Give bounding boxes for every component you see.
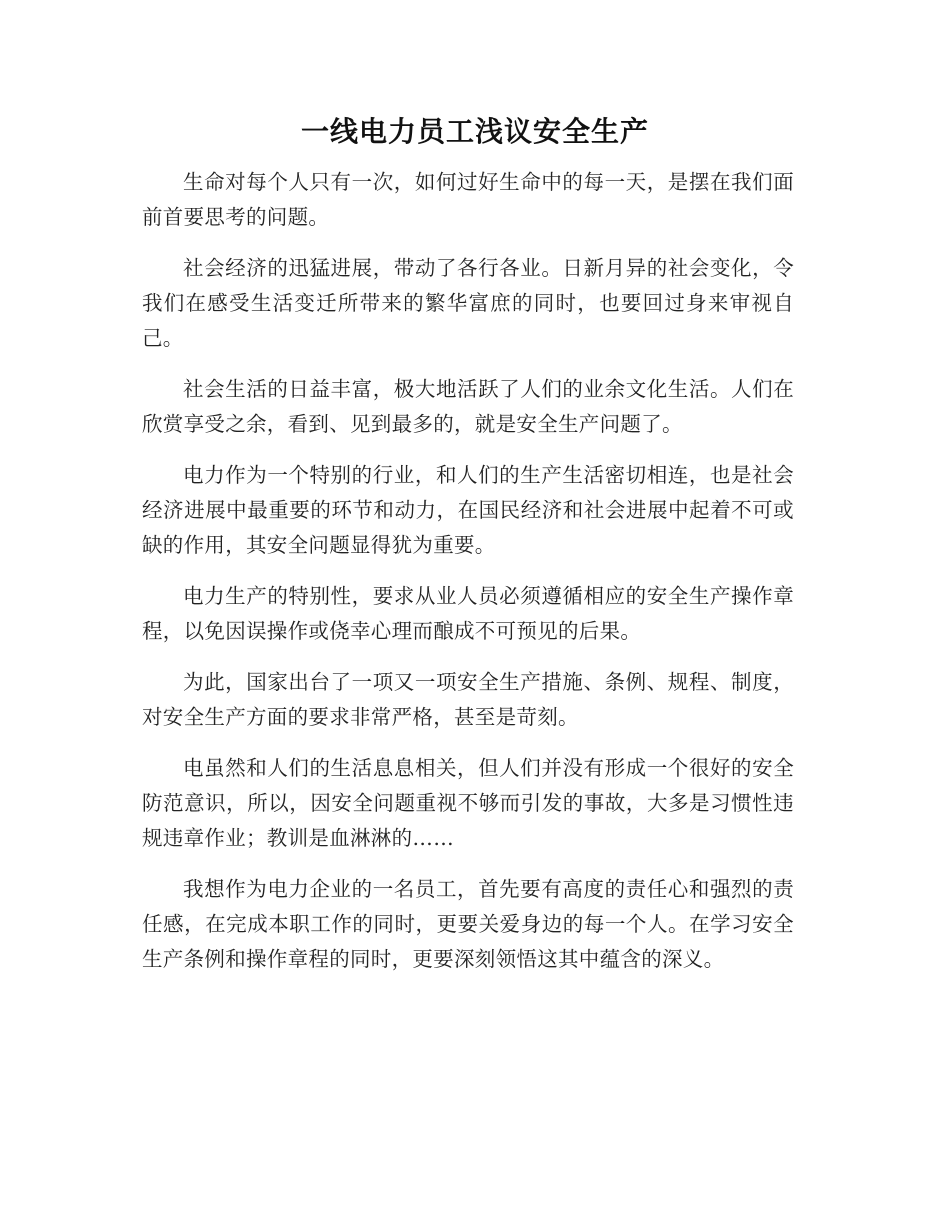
paragraph-3: 社会生活的日益丰富，极大地活跃了人们的业余文化生活。人们在欣赏享受之余，看到、见到最多的，就是安全生产问题了。 [142,377,794,436]
document-title: 一线电力员工浅议安全生产 [300,115,649,148]
paragraph-6: 为此，国家出台了一项又一项安全生产措施、条例、规程、制度，对安全生产方面的要求非常严格，甚至是苛刻。 [142,670,794,729]
paragraph-8: 我想作为电力企业的一名员工，首先要有高度的责任心和强烈的责任感，在完成本职工作的同时，更要关爱身边的每一个人。在学习安全生产条例和操作章程的同时，更要深刻领悟这其中蕴含的深义。 [142,877,794,971]
document-body [142,165,794,993]
paragraph-2: 社会经济的迅猛进展，带动了各行各业。日新月异的社会变化，令我们在感受生活变迁所带来的繁华富庶的同时，也要回过身来审视自己。 [142,256,794,350]
paragraph-4: 电力作为一个特别的行业，和人们的生产生活密切相连，也是社会经济进展中最重要的环节和动力，在国民经济和社会进展中起着不可或缺的作用，其安全问题显得犹为重要。 [142,463,794,557]
paragraph-7: 电虽然和人们的生活息息相关，但人们并没有形成一个很好的安全防范意识，所以，因安全问题重视不够而引发的事故，大多是习惯性违规违章作业；教训是血淋淋的…… [142,756,794,850]
paragraph-5: 电力生产的特别性，要求从业人员必须遵循相应的安全生产操作章程，以免因误操作或侥幸心理而酿成不可预见的后果。 [142,584,794,643]
paragraph-1: 生命对每个人只有一次，如何过好生命中的每一天，是摆在我们面前首要思考的问题。 [142,170,794,229]
